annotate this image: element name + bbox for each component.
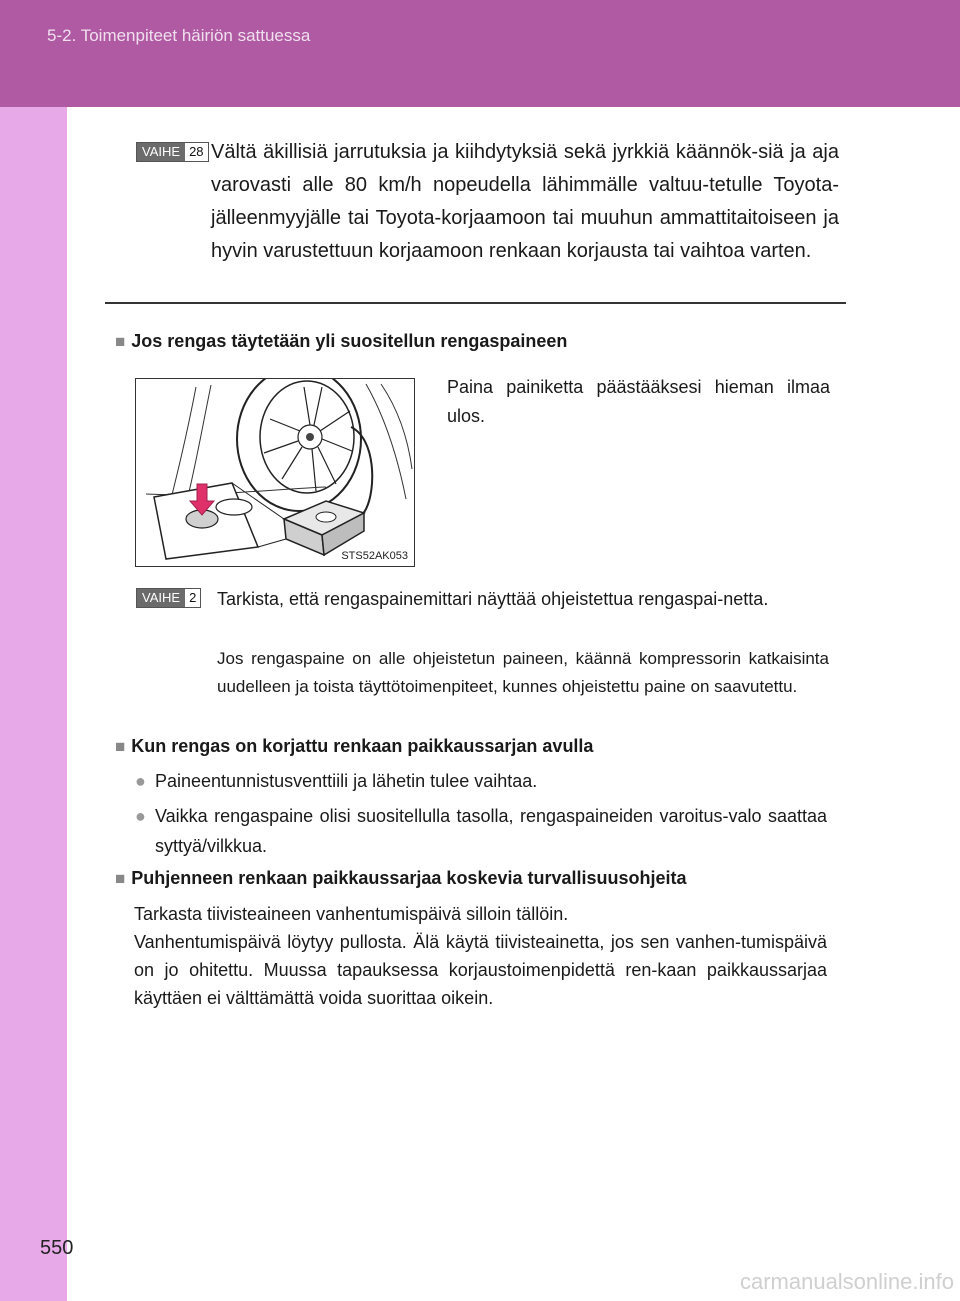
compressor-illustration [135,378,415,567]
step-badge-number: 2 [185,589,200,607]
heading-text: Puhjenneen renkaan paikkaussarjaa koskevia turvallisuusohjeita [131,868,687,888]
heading-text: Kun rengas on korjattu renkaan paikkaussarjan avulla [131,736,594,756]
section-heading-safety [115,868,687,889]
square-bullet-icon: ■ [115,737,126,756]
circle-bullet-icon: ● [135,771,146,791]
list-item [135,766,827,796]
section-divider [105,302,846,304]
header-bar [0,0,960,107]
image-code: STS52AK053 [341,550,408,562]
side-tab [0,107,67,1301]
circle-bullet-icon: ● [135,806,146,826]
safety-paragraph-1: Tarkasta tiivisteaineen vanhentumispäivä silloin tällöin. [134,904,569,924]
step-badge-2 [136,588,201,608]
watermark: carmanualsonline.info [739,1269,954,1294]
step2-text: Tarkista, että rengaspainemittari näyttää ohjeistettua rengaspai-netta. [217,589,769,609]
step-badge-label: VAIHE [137,589,185,607]
section-heading-overinflated [115,331,567,352]
step-badge-label: VAIHE [137,143,185,161]
tire-compressor-drawing [136,379,414,566]
heading-text: Jos rengas täytetään yli suositellun rengaspaineen [131,331,568,351]
list-item [135,801,827,861]
safety-paragraph-2: Vanhentumispäivä löytyy pullosta. Älä käytä tiivisteainetta, jos sen vanhen-tumispäivä on jo ohitettu. Muussa tapauksessa korjaustoimenpidettä ren-kaan paikkaussarjaa käyttäen ei välttämättä voida suorittaa oikein. [134,932,827,1008]
page-number: 550 [40,1237,74,1259]
step-badge-number: 28 [185,143,207,161]
step28-text: Vältä äkillisiä jarrutuksia ja kiihdytyksiä sekä jyrkkiä käännök-siä ja aja varovasti alle 80 km/h nopeudella lähimmälle valtuu-tetulle Toyota-jälleenmyyjälle tai Toyota-korjaamoon tai muuhun ammattitaitoiseen ja hyvin varustettuun korjaamoon renkaan korjausta tai vaihtoa varten. [211,141,839,262]
bullet-text: Vaikka rengaspaine olisi suositellulla tasolla, rengaspaineiden varoitus-valo saattaa syttyä/vilkkua. [155,806,827,856]
step2-note: Jos rengaspaine on alle ohjeistetun paineen, käännä kompressorin katkaisinta uudelleen ja toista täyttötoimenpiteet, kunnes ohjeistettu paine on saavutettu. [217,649,829,696]
chapter-title: 5-2. Toimenpiteet häiriön sattuessa [47,26,311,45]
square-bullet-icon: ■ [115,332,126,351]
step-badge-28 [136,142,209,162]
bullet-text: Paineentunnistusventtiili ja lähetin tulee vaihtaa. [155,771,538,791]
section-heading-after-repair [115,736,593,757]
square-bullet-icon: ■ [115,869,126,888]
step1-text: Paina painiketta päästääksesi hieman ilmaa ulos. [447,377,830,426]
